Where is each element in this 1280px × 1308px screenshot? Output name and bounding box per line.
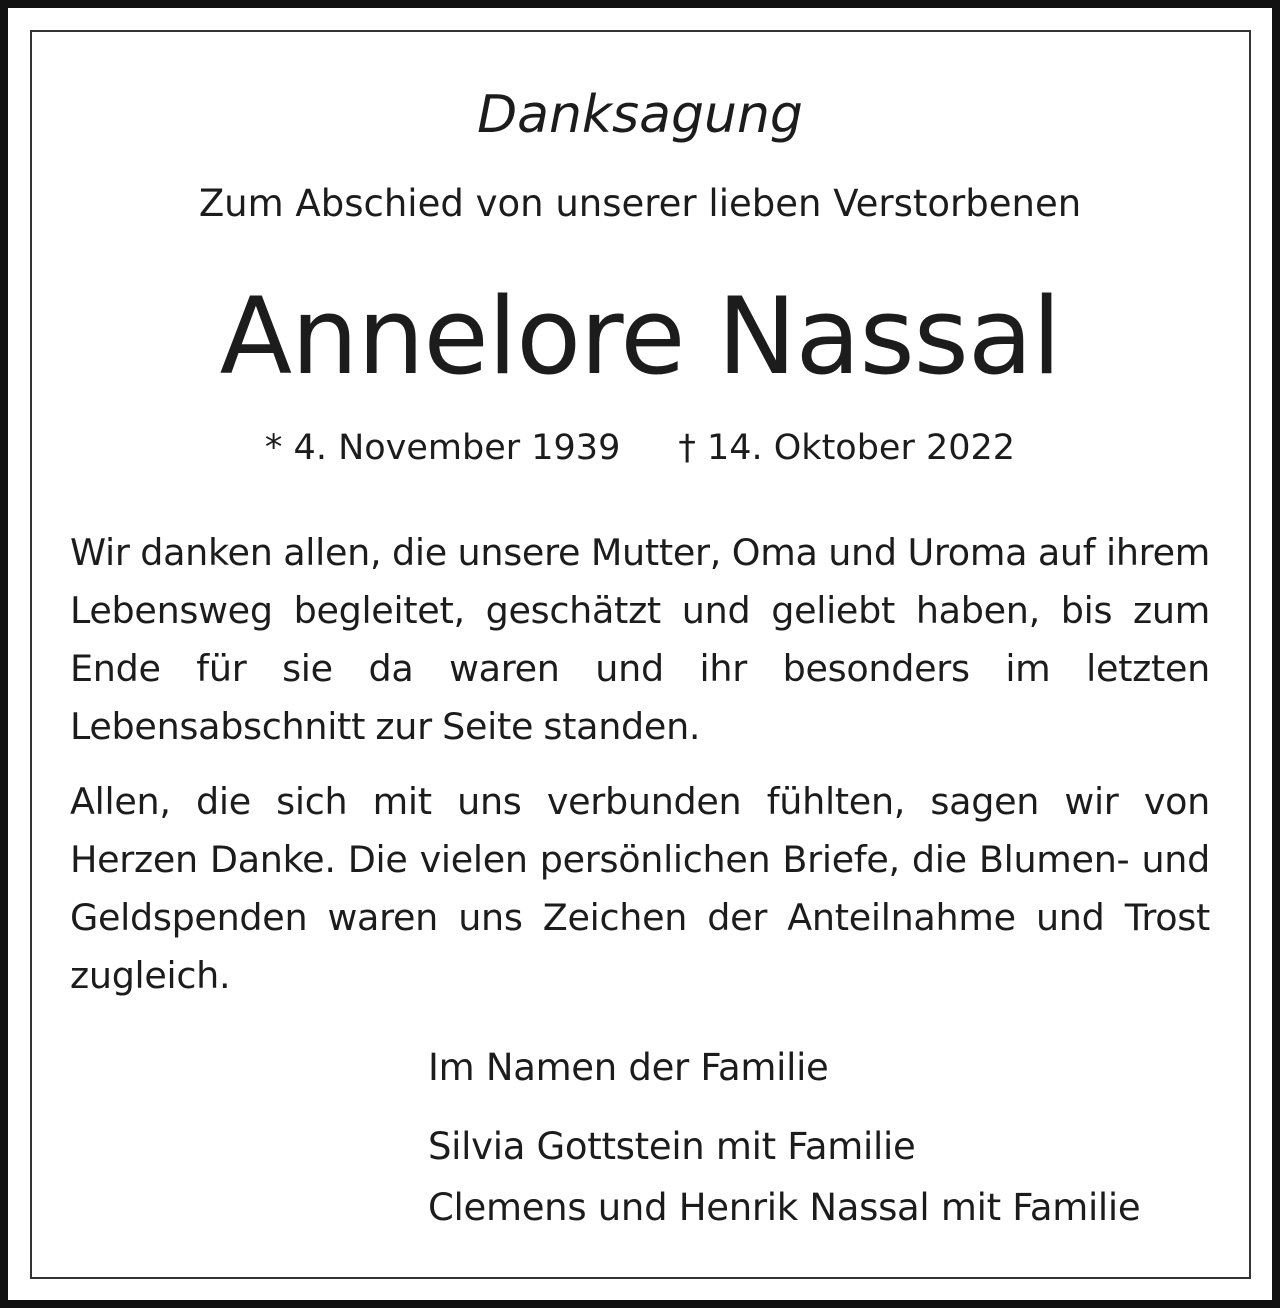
birth-date: * 4. November 1939: [264, 428, 621, 468]
signature-line-1: Silvia Gottstein mit Familie: [428, 1125, 916, 1168]
signature-intro: Im Namen der Familie: [428, 1046, 829, 1089]
signature-line-2: Clemens und Henrik Nassal mit Familie: [428, 1186, 1141, 1229]
death-date: † 14. Oktober 2022: [678, 428, 1016, 468]
thanks-paragraph-1: Wir danken allen, die unsere Mutter, Oma und Uroma auf ihrem Lebensweg begleitet, geschätzt und geliebt haben, bis zum Ende für sie da waren und ihr besonders im letzten Lebensabschnitt zur Seite standen.: [70, 531, 1210, 748]
deceased-name: Annelore Nassal: [219, 275, 1061, 398]
life-dates: [0, 423, 1280, 473]
notice-subheading: Zum Abschied von unserer lieben Verstorbenen: [198, 182, 1082, 225]
thanks-paragraph-2: Allen, die sich mit uns verbunden fühlten, sagen wir von Herzen Danke. Die vielen persönlichen Briefe, die Blumen- und Geldspenden waren uns Zeichen der Anteilnahme und Trost zugleich.: [70, 780, 1210, 997]
notice-heading: Danksagung: [477, 85, 803, 145]
